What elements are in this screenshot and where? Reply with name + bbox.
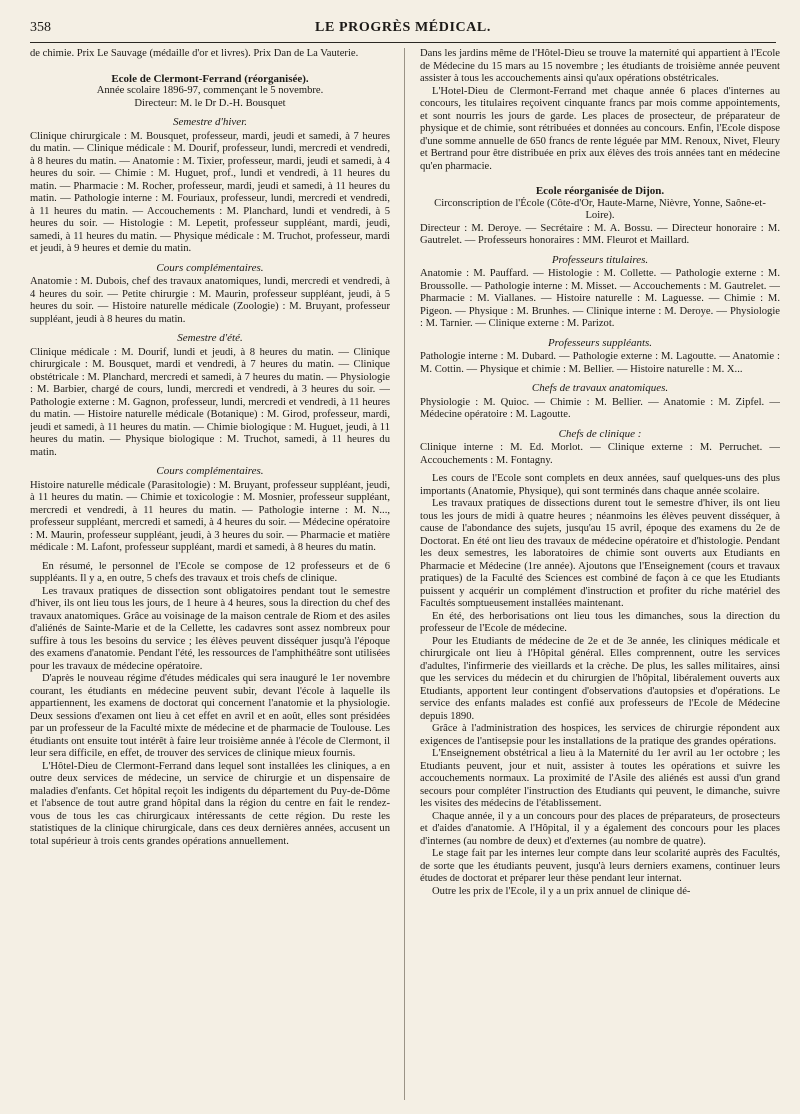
subheading: Semestre d'été. xyxy=(177,332,243,344)
journal-title: LE PROGRÈS MÉDICAL. xyxy=(315,20,491,35)
centered-line: Circonscription de l'École (Côte-d'Or, Haute-Marne, Nièvre, Yonne, Saône-et-Loire). xyxy=(434,197,766,221)
paragraph: Les cours de l'Ecole sont complets en deux années, sauf quelques-uns des plus importants (Anatomie, Physique), qui sont terminés dans chaque année scolaire. xyxy=(420,473,780,497)
paragraph: Physiologie : M. Quioc. — Chimie : M. Bellier. — Anatomie : M. Zipfel. — Médecine opératoire : M. Lagoutte. xyxy=(420,396,780,420)
page-number: 358 xyxy=(30,20,51,35)
paragraph: Pour les Etudiants de médecine de 2e et de 3e année, les cliniques médicale et chirurgicale ont lieu à l'Hôpital général. Elles comprennent, outre les services d'adultes, l'infirmerie des vieillards et la crèche. De plus, les salles militaires, ainsi que les services du médecin et du chirurgien de l'hôpital, libéralement ouverts aux Etudiants, apportent leur contingent d'observations d'autopsies et d'opérations. Le service des enfants malades est confié aux professeurs de l'Ecole de Médecine depuis 1890. xyxy=(420,635,780,722)
paragraph: Les travaux pratiques de dissections durent tout le semestre d'hiver, ils ont lieu tous les jours de midi à quatre heures ; néanmoins les élèves peuvent disséquer, à cause de l'abondance des sujets, jusqu'au 15 avril, époque des examens du 2e de Doctorat. En été ont lieu des travaux de médecine opératoire et d'histologie. Pendant les deux semestres, les laboratoires de chimie sont ouverts aux Etudiants en Pharmacie et Médecine (1re année). Ajoutons que l'Enseignement (cours et travaux pratiques) de la Faculté des Sciences est combiné de façon à ce que les Etudiants puissent y acquérir un complément d'instruction et profiter du riche matériel des Facultés somptueusement installées maintenant. xyxy=(420,498,780,609)
paragraph: D'après le nouveau régime d'études médicales qui sera inauguré le 1er novembre courant, les étudiants en médecine peuvent subir, devant l'école à laquelle ils appartiennent, les examens de doctorat qui concernent l'anatomie et la physiologie. Deux sessions d'examen ont lieu à cet effet en avril et en août, elles sont présidées par un professeur de la Faculté mixte de médecine et de pharmacie de Toulouse. Les étudiants ont ensuite tout intérêt à faire leur troisième année à l'école de Clermont, il leur sera difficile, en effet, de trouver des services de clinique mieux fournis. xyxy=(30,673,390,759)
paragraph: Histoire naturelle médicale (Parasitologie) : M. Bruyant, professeur suppléant, jeudi, à 11 heures du matin. — Chimie et toxicologie : M. Mosnier, professeur suppléant, mercredi et vendredi, à 11 heures du matin. — Pathologie interne : M. N..., professeur suppléant, mercredi et samedi, à 4 heures du soir. — Médecine opératoire : M. Maurin, professeur suppléant, jeudi, à 3 heures du soir. — Pharmacie et matière médicale : M. Lafont, professeur suppléant, mardi et samedi, à 8 heures du matin. xyxy=(30,479,390,553)
column-divider xyxy=(404,48,405,1100)
paragraph: de chimie. Prix Le Sauvage (médaille d'or et livres). Prix Dan de La Vauterie. xyxy=(30,48,359,59)
subheading: Chefs de clinique : xyxy=(558,427,642,440)
subheading: Professeurs titulaires. xyxy=(551,253,649,266)
centered-line: Directeur: M. le Dr D.-H. Bousquet xyxy=(134,97,286,109)
paragraph: Outre les prix de l'Ecole, il y a un prix annuel de clinique dé- xyxy=(432,885,691,897)
paragraph: Clinique interne : M. Ed. Morlot. — Clinique externe : M. Perruchet. — Accouchements : M. Fontagny. xyxy=(420,442,780,466)
paragraph: L'Hôtel-Dieu de Clermont-Ferrand dans lequel sont installées les cliniques, a en outre deux services de médecine, un service de chirurgie et un dispensaire de maladies d'enfants. Cet hôpital reçoit les indigents du département du Puy-de-Dôme et l'absence de tout autre grand hôpital dans la région du centre en fait le rendez-vous de tous les cas chirurgicaux intéressants de cette région. Du reste les statistiques de la clinique chirurgicale, dans ces deux dernières années, accusent un total supérieur à trois cents grandes opérations annuellement. xyxy=(30,760,390,847)
centered-line: Année scolaire 1896-97, commençant le 5 novembre. xyxy=(96,85,324,96)
right-column xyxy=(420,48,780,1106)
subheading: Chefs de travaux anatomiques. xyxy=(531,382,669,394)
paragraph: Anatomie : M. Dubois, chef des travaux anatomiques, lundi, mercredi et vendredi, à 4 heures du soir. — Petite chirurgie : M. Maurin, professeur suppléant, jeudi, à 5 heures du soir. — Histoire naturelle médicale (Zoologie) : M. Bruyant, professeur suppléant, jeudi à 8 heures du matin. xyxy=(30,276,390,325)
paragraph: Le stage fait par les internes leur compte dans leur scolarité auprès des Facultés, de sorte que les étudiants peuvent, jusqu'à leurs derniers examens, continuer leurs études de doctorat et préparer leur thèse pendant leur internat. xyxy=(420,848,780,884)
section-title: Ecole de Clermont-Ferrand (réorganisée). xyxy=(111,72,309,85)
left-column xyxy=(30,48,390,1106)
paragraph: Dans les jardins même de l'Hôtel-Dieu se trouve la maternité qui appartient à l'Ecole de Médecine du 15 mars au 15 novembre ; les étudiants de troisième année peuvent assister à tous les accouchements ainsi qu'aux opérations obstétricales. xyxy=(420,48,780,84)
paragraph: L'Enseignement obstétrical a lieu à la Maternité du 1er avril au 1er octobre ; les Etudiants peuvent, jour et nuit, assister à toutes les opérations et suivre les accouchements normaux. La proximité de l'Asile des aliénés est aussi d'un grand secours pour compléter l'instruction des Etudiants qui peuvent, le dimanche, suivre les visites des médecins de l'établissement. xyxy=(420,748,780,809)
paragraph: En résumé, le personnel de l'Ecole se compose de 12 professeurs et de 6 suppléants. Il y a, en outre, 5 chefs des travaux et trois chefs de clinique. xyxy=(30,560,390,584)
paragraph: L'Hotel-Dieu de Clermont-Ferrand met chaque année 6 places d'internes au concours, les titulaires reçoivent cinquante francs par mois comme appointements, et sont nourris les jours de garde. Les places de prosecteur, de préparateur de physique et de chimie, sont rétribuées et données au concours. Enfin, l'Ecole dispose d'une somme annuelle de 650 francs de rente léguée par MM. Renoux, Nivet, Fleury et Bertrand pour être distribuée en prix aux élèves des trois années tant en médecine qu'en pharmacie. xyxy=(420,85,780,172)
subheading: Semestre d'hiver. xyxy=(172,116,248,128)
paragraph: Anatomie : M. Pauffard. — Histologie : M. Collette. — Pathologie externe : M. Broussolle. — Pathologie interne : M. Misset. — Accouchements : M. Gautrelet. — Pharmacie : M. Viallanes. — Histoire naturelle : M. Laguesse. — Chimie : M. Pigeon. — Physique : M. Brunhes. — Clinique interne : M. Deroye. — Physiologie : M. Tarnier. — Clinique externe : M. Parizot. xyxy=(420,268,780,329)
section-title: Ecole réorganisée de Dijon. xyxy=(535,185,665,197)
paragraph: Clinique médicale : M. Dourif, lundi et jeudi, à 8 heures du matin. — Clinique chirurgicale : M. Bousquet, mardi et vendredi, à 7 heures du matin. — Clinique obstétricale : M. Planchard, mercredi et samedi, à 7 heures du matin. — Physiologie : M. Barbier, chargé de cours, lundi, mercredi et vendredi, à 3 heures du soir. — Pathologie externe : M. Gagnon, professeur, lundi, mercredi et vendredi, à 11 heures du matin. — Histoire naturelle médicale (Botanique) : M. Girod, professeur, mardi, jeudi et samedi, à 11 heures du matin. — Chimie biologique : M. Huguet, jeudi, à 11 heures du matin. — Physique biologique : M. Truchot, samedi, à 11 heures du matin. xyxy=(30,346,390,458)
paragraph: Les travaux pratiques de dissection sont obligatoires pendant tout le semestre d'hiver, ils ont lieu tous les jours, de 1 heure à 4 heures, sous la direction du chef des travaux anatomiques. Grâce au voisinage de la maison centrale de Riom et des asiles d'aliénés de Sainte-Marie et de la Cellette, les cadavres sont assez nombreux pour suffire à tous les besoins du service ; les élèves peuvent disséquer jusqu'à l'époque des examens d'anatomie. Pendant l'été, les ressources de l'amphithéâtre sont utilisées pour les travaux de médecine opératoire. xyxy=(30,585,390,672)
paragraph: Directeur : M. Deroye. — Secrétaire : M. A. Bossu. — Directeur honoraire : M. Gautrelet. — Professeurs honoraires : MM. Fleurot et Maillard. xyxy=(420,222,780,246)
subheading: Cours complémentaires. xyxy=(156,261,264,274)
paragraph: Clinique chirurgicale : M. Bousquet, professeur, mardi, jeudi et samedi, à 7 heures du matin. — Clinique médicale : M. Dourif, professeur, lundi, mercredi et vendredi, à 8 heures du matin. — Anatomie : M. Tixier, professeur, mardi, jeudi et samedi, à 4 heures du soir. — Chimie : M. Huguet, prof., lundi et vendredi, à 11 heures du matin. — Pharmacie : M. Rocher, professeur, mardi, jeudi et samedi, à 11 heures du matin. — Pathologie interne : M. Fouriaux, professeur, lundi, mercredi et vendredi, à 11 heures du matin. — Accouchements : M. Planchard, lundi et vendredi, à 5 heures du soir. — Histologie : M. Lepetit, professeur suppléant, mardi, jeudi, samedi, à 11 heures du matin. — Physique médicale : M. Truchot, professeur, mardi et jeudi, à 9 heures et demie du matin. xyxy=(30,130,390,254)
subheading: Professeurs suppléants. xyxy=(547,336,653,349)
paragraph: Chaque année, il y a un concours pour des places de préparateurs, de prosecteurs et d'aides d'anatomie. A l'Hôpital, il y a également des concours pour les places d'internes (au nombre de deux) et d'externes (au nombre de quatre). xyxy=(420,810,780,847)
subheading: Cours complémentaires. xyxy=(156,465,264,477)
running-header xyxy=(30,18,776,43)
paragraph: Pathologie interne : M. Dubard. — Pathologie externe : M. Lagoutte. — Anatomie : M. Cottin. — Physique et chimie : M. Bellier. — Histoire naturelle : M. X... xyxy=(420,351,780,375)
paragraph: En été, des herborisations ont lieu tous les dimanches, sous la direction du professeur de l'Ecole de médecine. xyxy=(420,610,780,634)
paragraph: Grâce à l'administration des hospices, les services de chirurgie répondent aux exigences de l'antisepsie pour les installations de la pratique des grandes opérations. xyxy=(420,723,780,747)
